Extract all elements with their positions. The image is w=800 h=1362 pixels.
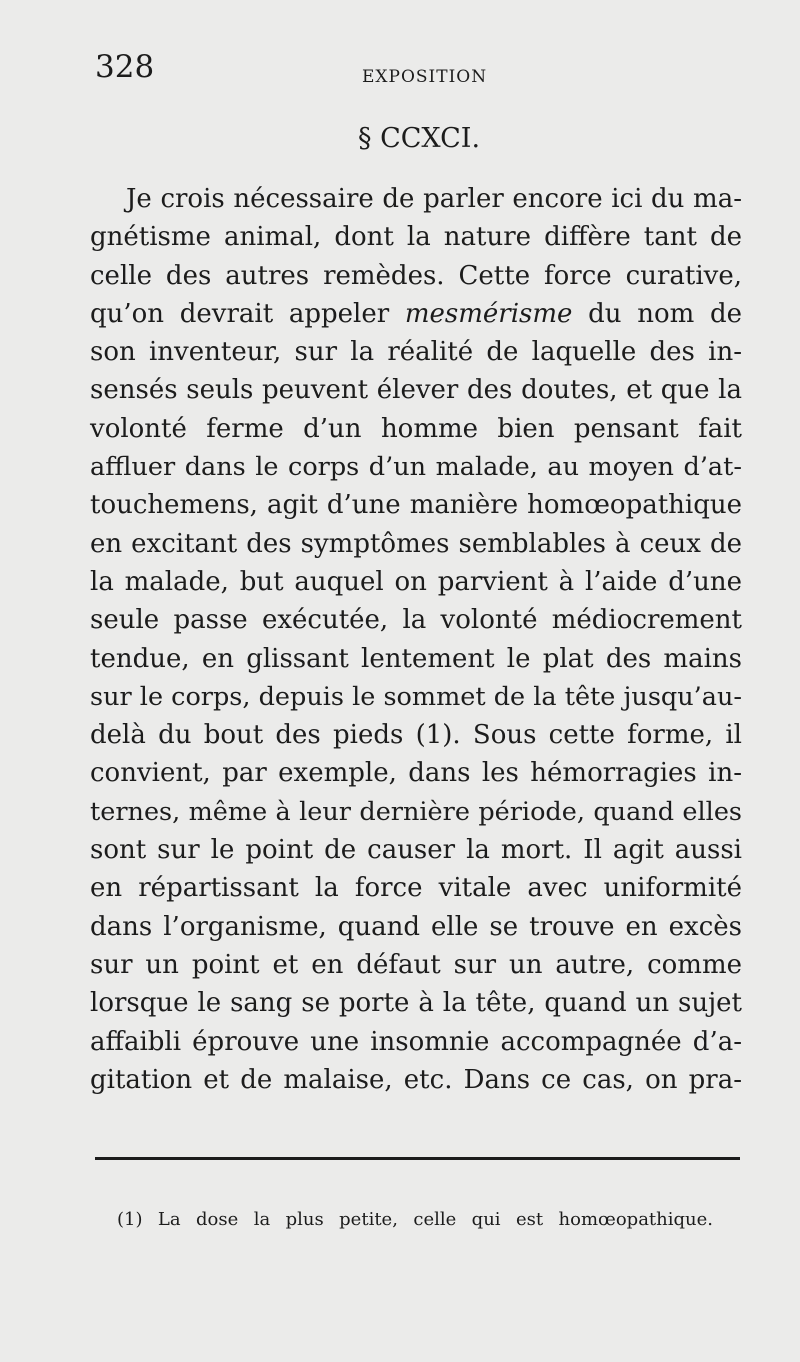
text-line: lorsque le sang se porte à la tête, quand un sujet <box>90 988 742 1019</box>
text-segment: du nom de <box>588 298 743 329</box>
footnote-rule <box>95 1157 740 1160</box>
text-line: sensés seuls peuvent élever des doutes, et que la <box>90 375 742 406</box>
text-line: gitation et de malaise, etc. Dans ce cas, on pra- <box>90 1064 742 1095</box>
text-line: son inventeur, sur la réalité de laquelle des in- <box>90 337 742 368</box>
text-line: volonté ferme d’un homme bien pensant fait <box>90 413 742 444</box>
text-line: seule passe exécutée, la volonté médiocrement <box>90 605 742 636</box>
text-segment: qu’on devrait appeler <box>90 298 390 329</box>
page-number: 328 <box>95 49 155 85</box>
text-line: affluer dans le corps d’un malade, au moyen d’at- <box>90 452 742 483</box>
italic-term: mesmérisme <box>404 298 573 329</box>
footnote: (1) La dose la plus petite, celle qui est homœopathique. <box>117 1209 713 1230</box>
text-line: gnétisme animal, dont la nature diffère tant de <box>90 222 742 253</box>
text-line: la malade, but auquel on parvient à l’aide d’une <box>90 566 742 597</box>
text-line: ternes, même à leur dernière période, quand elles <box>90 796 742 827</box>
text-line: convient, par exemple, dans les hémorragies in- <box>90 758 742 789</box>
text-line: dans l’organisme, quand elle se trouve en excès <box>90 911 742 942</box>
text-line: sont sur le point de causer la mort. Il agit aussi <box>90 835 742 866</box>
text-line <box>90 295 742 333</box>
text-line: celle des autres remèdes. Cette force curative, <box>90 260 742 291</box>
text-line: touchemens, agit d’une manière homœopathique <box>90 490 742 521</box>
text-line: delà du bout des pieds (1). Sous cette forme, il <box>90 720 742 751</box>
text-line: Je crois nécessaire de parler encore ici du ma- <box>126 184 742 214</box>
text-line: en excitant des symptômes semblables à ceux de <box>90 528 742 559</box>
body-text <box>90 180 742 1099</box>
running-head: EXPOSITION <box>362 67 488 87</box>
text-line: sur un point et en défaut sur un autre, comme <box>90 949 742 980</box>
section-heading: § CCXCI. <box>358 123 481 154</box>
text-line: en répartissant la force vitale avec uniformité <box>90 873 742 904</box>
text-line: affaibli éprouve une insomnie accompagnée d’a- <box>90 1026 742 1057</box>
text-line: sur le corps, depuis le sommet de la tête jusqu’au- <box>90 681 742 712</box>
text-line: tendue, en glissant lentement le plat des mains <box>90 643 742 674</box>
